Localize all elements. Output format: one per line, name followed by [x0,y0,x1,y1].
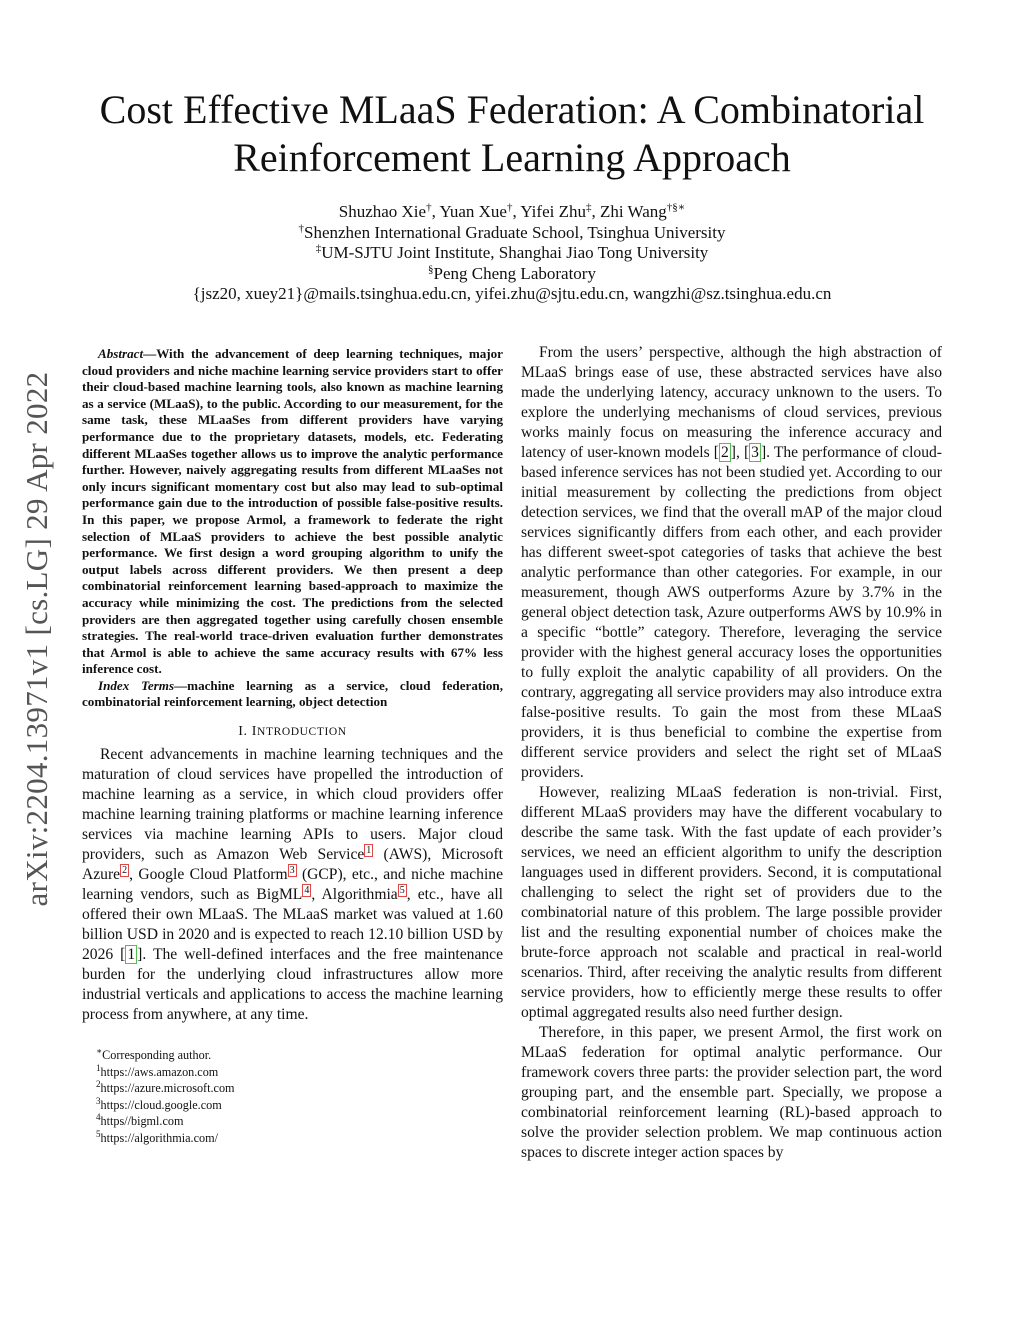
footnote-link[interactable]: 1 [366,844,372,856]
footnote-url[interactable]: https//bigml.com [100,1114,184,1129]
citation-link[interactable]: 1 [127,946,136,964]
abstract-label: Abstract [98,346,144,361]
footnote: $^4$https//bigml.com [96,1112,184,1129]
author-block [60,202,964,305]
author-name: Yifei Zhu [520,202,586,221]
footnote: $^5$https://algorithmia.com/ [96,1128,218,1146]
footnote: $^3$https://cloud.google.com [96,1095,222,1112]
citation-link[interactable]: 3 [751,444,759,461]
footnote-url[interactable]: https://azure.microsoft.com [100,1081,235,1096]
left-column [82,346,503,1147]
arxiv-identifier: arXiv:2204.13971v1 [cs.LG] 29 Apr 2022 [19,371,54,907]
affiliation-mark: †§∗ [666,201,686,214]
title-line-1: Cost Effective MLaaS Federation: A Combinatorial [99,87,925,132]
footnote-url[interactable]: https://aws.amazon.com [100,1064,219,1079]
affiliation-mark: ‡ [585,201,592,214]
footnote-url[interactable]: https://cloud.google.com [100,1097,222,1112]
affiliation-mark: † [426,201,432,214]
index-terms-text: —machine learning as a service, cloud federation, combinatorial reinforcement learning, object detection [82,677,503,710]
footnote-corresponding: ∗Corresponding author. [96,1046,212,1063]
title-line-2: Reinforcement Learning Approach [233,135,791,180]
author-emails: {jsz20, xuey21}@mails.tsinghua.edu.cn, yifei.zhu@sjtu.edu.cn, wangzhi@sz.tsinghua.edu.cn [192,284,832,303]
affiliation-mark: † [506,201,513,214]
footnote: $^1$https://aws.amazon.com [96,1062,219,1079]
footnote-link[interactable]: 3 [289,864,295,876]
paragraph: From the users’ perspective, although the high abstraction of MLaaS brings ease of use, these abstracted services have also made the underlying latency, accuracy unknown to the users. To explore the underlying mechanisms of cloud services, previous works mainly focus on measuring the inference accuracy and latency of user-known models [ 2 ], [ 3 ]. The performance of cloud-based inference services has not been studied yet. According to our initial measurement by collecting the predictions from object detection services, we find that the overall mAP of the major cloud services significantly differs from each other, and each provider has different sweet-spot categories of tasks that achieve the best analytic performance than other categories. For example, in our measurement, though AWS outperforms Azure by 3.7% in the general object detection task, Azure outperforms AWS by 10.9% in a specific “bottle” category. Therefore, leveraging the service provider with the highest general accuracy loses the opportunities to fully exploit the analytic capability of all providers. On the contrary, aggregating all service providers may also introduce extra false-positive results. To gain the most from these MLaaS providers, it is thus beneficial to combine the expertise from different service providers and select the right set of MLaaS providers. [521,344,942,781]
author-name: Zhi Wang [599,202,667,221]
affiliation-2: ‡UM-SJTU Joint Institute, Shanghai Jiao Tong University [315,242,709,262]
intro-paragraph: Recent advancements in machine learning techniques and the maturation of cloud services have propelled the introduction of machine learning as a service, in which cloud providers offer machine learning training platforms or machine learning inference services via machine learning APIs to users. Major cloud providers, such as Amazon Web Service $^1$ (AWS), Microsoft Azure $^2$ , Google Cloud Platform $^3$ (GCP), etc., and niche machine learning vendors, such as BigML $^4$ , Algorithmia $^5$ , etc., have all offered their own MLaaS. The MLaaS market was valued at 1.60 billion USD in 2020 and is expected to reach 12.10 billion USD by 2026 [ 1 ]. The well-defined interfaces and the free maintenance burden for the underlying cloud infrastructures allow more industrial verticals and applications to access the machine learning process from anywhere, at any time. [82,746,504,1024]
citation-link[interactable]: 2 [720,444,729,461]
author-name: Yuan Xue [439,202,507,221]
section-heading: I. INTRODUCTION [238,724,347,740]
affiliation-1: †Shenzhen International Graduate School, Tsinghua University [298,221,726,242]
footnote-link[interactable]: 4 [304,884,310,896]
footnotes [82,1047,503,1147]
footnote-link[interactable]: 5 [399,884,405,896]
footnote-link[interactable]: 2 [122,864,128,876]
abstract [82,346,503,711]
right-column [521,343,942,1163]
paper-title [60,86,964,182]
footnote-url[interactable]: https://algorithmia.com/ [100,1131,218,1146]
author-names: Shuzhao Xie†, Yuan Xue†, Yifei Zhu‡, Zhi Wang†§∗ [338,201,686,221]
index-terms-label: Index Terms [98,677,175,693]
paragraph: Therefore, in this paper, we present Armol, the first work on MLaaS federation for optimal analytic performance. Our framework covers three parts: the provider selection part, the word grouping part, and the ensemble part. Specially, we propose a combinatorial reinforcement learning (RL)-based approach to solve the provider selection problem. We map continuous action spaces to discrete integer action spaces by [521,1024,942,1161]
paragraph: However, realizing MLaaS federation is non-trivial. First, different MLaaS providers may have the different vocabulary to describe the same task. With the fast update of each provider’s services, we need an efficient algorithm to unify the description languages used in different providers. Second, it is computational challenging to select the right set of providers due to the combinatorial nature of this problem. The large possible provider list and the resulting exponential number of choices make the brute-force approach not scalable and practical in real-world scenarios. Third, after receiving the analytic results from different service providers, how to efficiently merge these results to offer optimal aggregated results also need further design. [521,784,942,1021]
abstract-text: —With the advancement of deep learning techniques, major cloud providers and niche machine learning service providers start to offer their cloud-based machine learning tools, also known as machine learning as a service (MLaaS), to the public. According to our measurement, for the same task, these MLaaSes from different providers have varying performance due to the proprietary datasets, models, etc. Federating different MLaaSes together allows us to improve the analytic performance further. However, naively aggregating results from different MLaaSes not only incurs significant momentary cost but also may lead to sub-optimal performance gain due to the introduction of possible false-positive results. In this paper, we propose Armol, a framework to federate the right selection of MLaaS providers to achieve the best possible analytic performance. We first design a word grouping algorithm to unify the output labels across different providers. We then present a deep combinatorial reinforcement learning based-approach to maximize the accuracy while minimizing the cost. The predictions from the selected providers are then aggregated together using carefully chosen ensemble strategies. The real-world trace-driven evaluation further demonstrates that Armol is able to achieve the same accuracy results with 67% less inference cost. [82,346,503,677]
affiliation-3: §Peng Cheng Laboratory [428,262,596,283]
footnote: $^2$https://azure.microsoft.com [96,1079,235,1096]
author-name: Shuzhao Xie [338,202,427,221]
